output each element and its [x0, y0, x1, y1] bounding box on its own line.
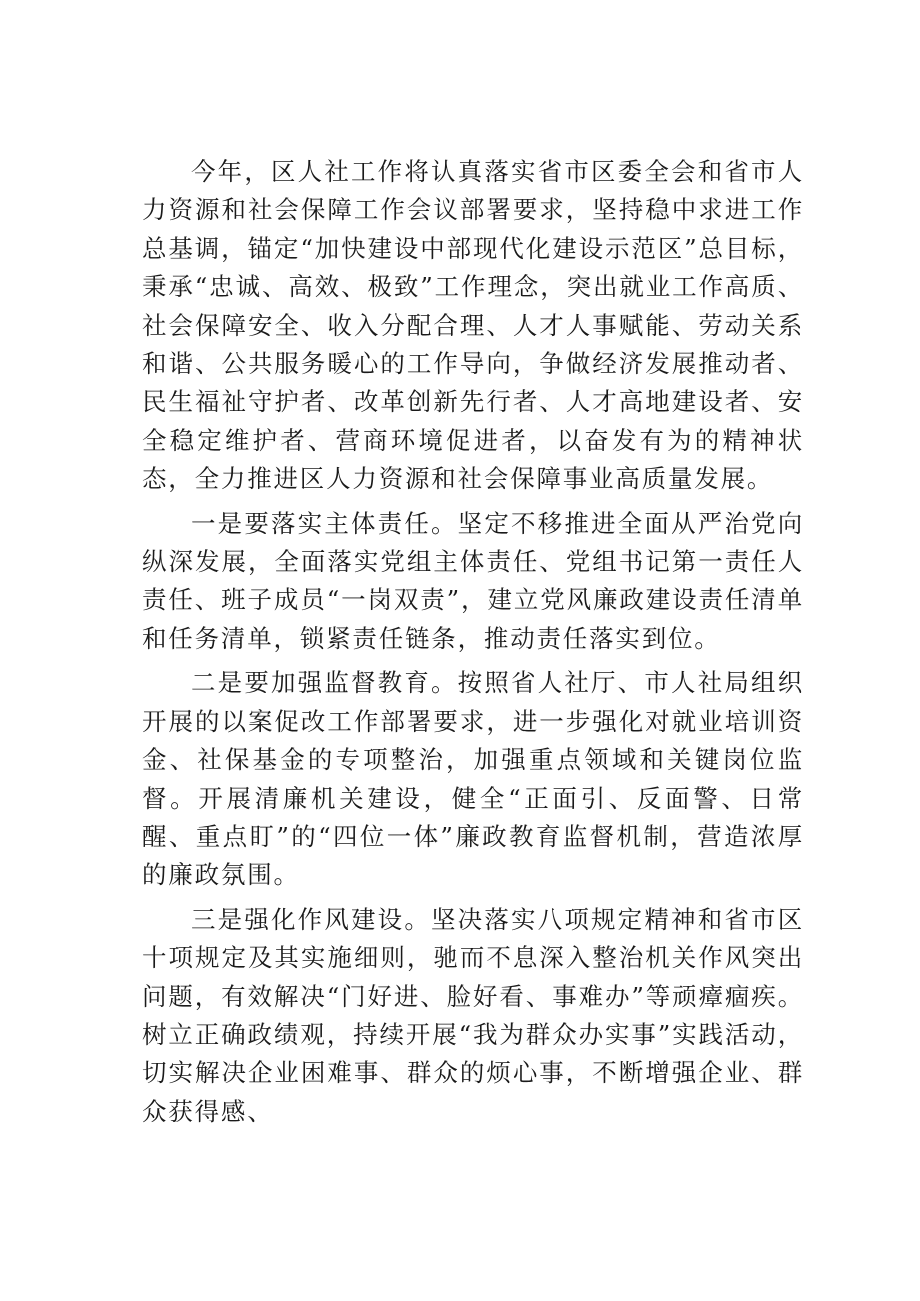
- paragraph-supervision-education: 二是要加强监督教育。按照省人社厅、市人社局组织开展的以案促改工作部署要求，进一步强化对就业培训资金、社保基金的专项整治，加强重点领域和关键岗位监督。开展清廉机关建设，健全“正面引、反面警、日常醒、重点盯”的“四位一体”廉政教育监督机制，营造浓厚的廉政氛围。: [142, 668, 804, 890]
- paragraph-main-responsibility: 一是要落实主体责任。坚定不移推进全面从严治党向纵深发展，全面落实党组主体责任、党组书记第一责任人责任、班子成员“一岗双责”，建立党风廉政建设责任清单和任务清单，锁紧责任链条，推动责任落实到位。: [142, 508, 804, 653]
- paragraph-intro: 今年，区人社工作将认真落实省市区委全会和省市人力资源和社会保障工作会议部署要求，坚持稳中求进工作总基调，锚定“加快建设中部现代化建设示范区”总目标，秉承“忠诚、高效、极致”工作理念，突出就业工作高质、社会保障安全、收入分配合理、人才人事赋能、劳动关系和谐、公共服务暖心的工作导向，争做经济发展推动者、民生福祉守护者、改革创新先行者、人才高地建设者、安全稳定维护者、营商环境促进者，以奋发有为的精神状态，全力推进区人力资源和社会保障事业高质量发展。: [142, 157, 804, 494]
- document-body: [142, 153, 804, 1131]
- paragraph-work-style: 三是强化作风建设。坚决落实八项规定精神和省市区十项规定及其实施细则，驰而不息深入整治机关作风突出问题，有效解决“门好进、脸好看、事难办”等顽瘴痼疾。树立正确政绩观，持续开展“我为群众办实事”实践活动，切实解决企业困难事、群众的烦心事，不断增强企业、群众获得感、: [142, 904, 804, 1126]
